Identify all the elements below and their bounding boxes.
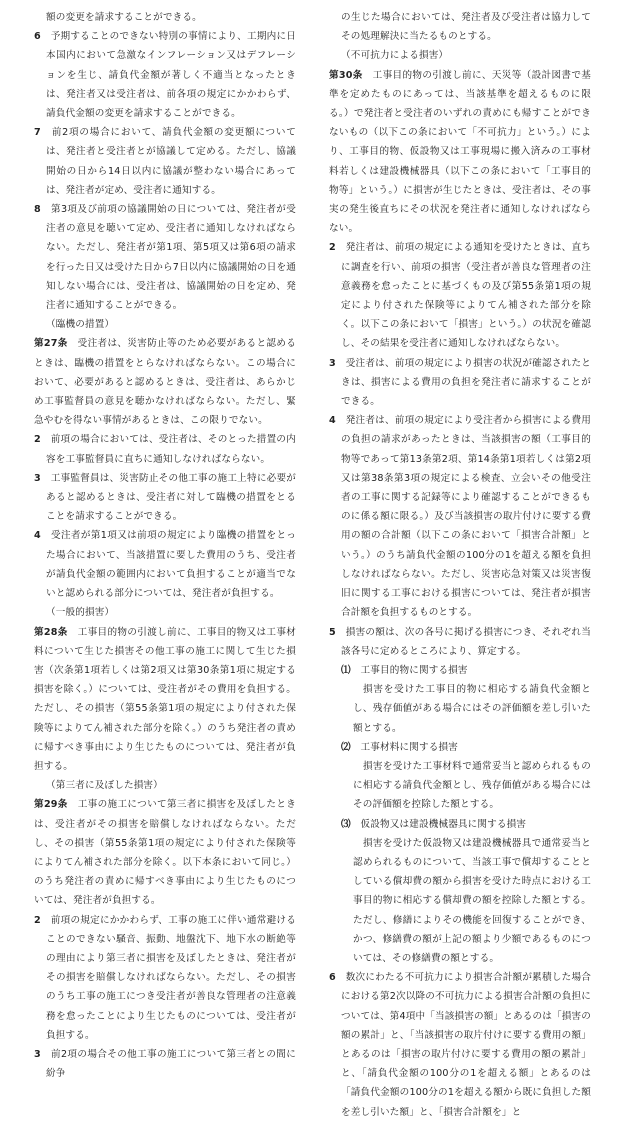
item-heading [329,661,591,680]
paragraph-text: 仮設物又は建設機械器具に関する損害 [360,818,527,830]
paragraph-number: 2 [34,914,41,926]
paragraph-text: 損害の額は、次の各号に掲げる損害につき、それぞれ当該各号に定めるところにより、算定する。 [341,626,591,657]
paragraph-text: 損害を受けた工事目的物に相応する請負代金額とし、残存価値がある場合にはその評価額を差し引いた額とする。 [353,684,591,734]
paragraph-text: （不可抗力による損害） [341,50,449,62]
paragraph-number: 4 [329,415,336,427]
paragraph-text: 工事の施工について第三者に損害を及ぼしたときは、受注者がその損害を賠償しなければならない。ただし、その損害（第55条第1項の規定により付された保険等によりてん補された部分を除く。以下本条において同じ。）のうち発注者の責めに帰すべき事由により生じたものについては、発注者が負担する。 [34,799,297,907]
article [34,334,296,430]
paragraph-text: 受注者は、前項の規定により損害の状況が確認されたときは、損害による費用の負担を発注者に請求することができる。 [341,357,591,408]
paragraph-text: 前2項の場合において、請負代金額の変更額については、発注者と受注者とが協議して定める。ただし、協議開始の日から14日以内に協議が整わない場合にあっては、発注者が定め、受注者に通知する。 [46,127,296,196]
paragraph-text: 第3項及び前項の協議開始の日については、発注者が受注者の意見を聴いて定め、受注者に通知しなければならない。ただし、発注者が第1項、第5項又は第6項の請求を行った日又は受けた日から7日以内に協議開始の日を通知しない場合には、受注者は、協議開始の日を定め、発注者に通知することができる。 [46,204,296,312]
paragraph-number: ⑴ [341,664,351,676]
paragraph-number: 2 [329,242,336,254]
paragraph-text: 発注者は、前項の規定により受注者から損害による費用の負担の請求があったときは、当該損害の額（工事目的物等であって第13条第2項、第14条第1項若しくは第2項又は第38条第3項の規定による検査、立会いその他受注者の工事に関する記録等により確認することができるものに係る額に限る。）及び当該損害の取片付けに要する費用の額の合計額（以下この条において「損害合計額」という。）のうち請負代金額の100分の1を超える額を負担しなければならない。ただし、災害応急対策又は災害復旧に関する工事における損害については、発注者が損害合計額を負担するものとする。 [341,415,591,619]
paragraph-text: 損害を受けた仮設物又は建設機械器具で通常妥当と認められるものについて、当該工事で償却することとしている償却費の額から損害を受けた時点における工事目的物に相応する償却費の額を控除した額とする。ただし、修繕によりその機能を回復することができ、かつ、修繕費の額が上記の額より少額であるものについては、その修繕費の額とする。 [353,837,591,964]
paragraph-text: 工事目的物の引渡し前に、天災等（設計図書で基準を定めたものにあっては、当該基準を超えるものに限る。）で発注者と受注者のいずれの責めにも帰すことができないもの（以下この条において「不可抗力」という。）により、工事目的物、仮設物又は工事現場に搬入済みの工事材料若しくは建設機械器具（以下この条において「工事目的物等」という。）に損害が生じたときは、受注者は、その事実の発生後直ちにその状況を発注者に通知しなければならない。 [329,69,591,235]
paragraph-number: ⑶ [341,818,351,830]
paragraph-text: 発注者は、前項の規定による通知を受けたときは、直ちに調査を行い、前項の損害（受注者が善良な管理者の注意義務を怠ったことに基づくもの及び第55条第1項の規定により付された保険等によりてん補された部分を除く。以下この条において「損害」という。）の状況を確認し、その結果を受注者に通知しなければならない。 [341,242,591,350]
article [34,623,296,777]
continued-text [34,8,296,27]
paragraph [34,430,296,468]
paragraph-text: （臨機の措置） [46,319,115,331]
paragraph-text: 受注者が第1項又は前項の規定により臨機の措置をとった場合において、当該措置に要した費用のうち、受注者が請負代金額の範囲内において負担することが適当でないと認められる部分については、発注者が負担する。 [46,530,296,600]
paragraph-text: 額の変更を請求することができる。 [46,12,202,23]
paragraph-text: 数次にわたる不可抗力により損害合計額が累積した場合における第2次以降の不可抗力による損害合計額の負担については、第4項中「当該損害の額」とあるのは「損害の額の累計」と、「当該損害の取片付けに要する費用の額」とあるのは「損害の取片付けに要する費用の額の累計」と、「請負代金額の100分の1を超える額」とあるのは「請負代金額の100分の1を超える額から既に負担した額を差し引いた額」と、「損害合計額を」と [341,972,591,1118]
paragraph-number: 3 [34,1048,41,1060]
paragraph [34,911,296,1045]
article-heading [34,776,296,795]
paragraph [34,200,296,315]
paragraph-number: 6 [329,972,336,984]
item-heading [329,738,591,757]
paragraph-text: 受注者は、災害防止等のため必要があると認めるときは、臨機の措置をとらなければならない。この場合において、必要があると認めるときは、受注者は、あらかじめ工事監督員の意見を聴かなければならない。ただし、緊急やむを得ない事情があるときは、この限りでない。 [34,338,296,427]
article-heading [34,315,296,334]
paragraph-text: 予期することのできない特別の事情により、工期内に日本国内において急激なインフレーション又はデフレーションを生じ、請負代金額が著しく不適当となったときは、発注者又は受注者は、前各項の規定にかかわらず、請負代金額の変更を請求することができる。 [46,31,296,120]
paragraph-number: 4 [34,530,41,542]
paragraph-text: 工事材料に関する損害 [360,741,458,753]
article-number: 第29条 [34,799,68,811]
paragraph-text: 工事目的物に関する損害 [360,664,468,676]
right-column [329,8,591,1122]
paragraph-text: 前項の場合においては、受注者は、そのとった措置の内容を工事監督員に直ちに通知しなければならない。 [46,434,296,465]
paragraph-text: （第三者に及ぼした損害） [46,780,163,792]
item-text [329,834,591,968]
article [329,66,591,239]
paragraph-text: 工事目的物の引渡し前に、工事目的物又は工事材料について生じた損害その他工事の施工に関して生じた損害（次条第1項若しくは第2項又は第30条第1項に規定する損害を除く。）については、受注者がその費用を負担する。ただし、その損害（第55条第1項の規定により付された保険等によりてん補された部分を除く。）のうち発注者の責めに帰すべき事由により生じたものについては、発注者が負担する。 [34,626,296,772]
paragraph [34,469,296,527]
paragraph [34,27,296,123]
paragraph [329,238,591,353]
item-text [329,757,591,815]
article-number: 第27条 [34,338,68,350]
article [34,795,296,910]
paragraph [329,411,591,622]
paragraph-text: 工事監督員は、災害防止その他工事の施工上特に必要があると認めるときは、受注者に対して臨機の措置をとることを請求することができる。 [46,472,296,523]
paragraph-number: 6 [34,31,41,43]
paragraph-number: 7 [34,127,41,139]
left-column [34,8,296,1083]
paragraph-text: 損害を受けた工事材料で通常妥当と認められるものに相応する請負代金額とし、残存価値がある場合にはその評価額を控除した額とする。 [353,760,591,811]
paragraph-number: 2 [34,434,41,446]
paragraph-number: 3 [329,357,336,369]
paragraph-text: 前項の規定にかかわらず、工事の施工に伴い通常避けることのできない騒音、振動、地盤沈下、地下水の断絶等の理由により第三者に損害を及ぼしたときは、発注者がその損害を賠償しなければならない。ただし、その損害のうち工事の施工につき受注者が善良な管理者の注意義務を怠ったことにより生じたものについては、受注者が負担する。 [46,914,297,1041]
article-number: 第28条 [34,626,68,638]
paragraph-number: 5 [329,626,336,638]
paragraph [34,526,296,603]
paragraph-text: 前2項の場合その他工事の施工について第三者との間に紛争 [46,1048,296,1080]
article-heading [329,46,591,65]
item-heading [329,815,591,834]
paragraph-text: （一般的損害） [46,607,115,619]
paragraph [34,123,296,200]
paragraph [329,623,591,661]
paragraph-number: ⑵ [341,741,351,753]
item-text [329,680,591,738]
paragraph [34,1045,296,1083]
paragraph [329,354,591,412]
paragraph [329,968,591,1122]
paragraph-number: 8 [34,204,41,216]
paragraph-text: の生じた場合においては、発注者及び受注者は協力してその処理解決に当たるものとする。 [341,12,591,43]
article-heading [34,603,296,622]
continued-text [329,8,591,46]
article-number: 第30条 [329,69,363,81]
paragraph-number: 3 [34,472,41,484]
